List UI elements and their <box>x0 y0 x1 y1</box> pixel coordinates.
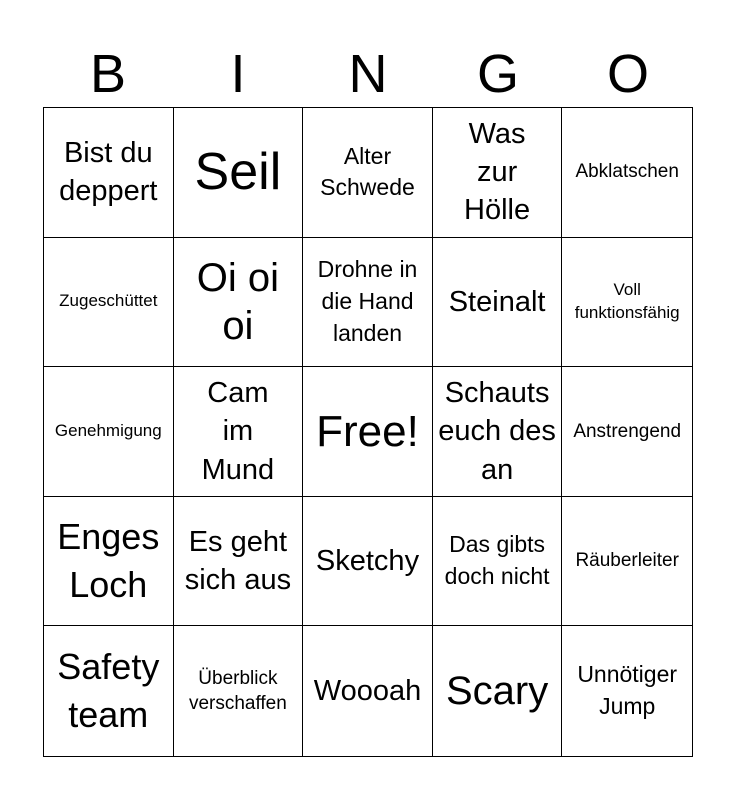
cell-text: Oi oi oi <box>196 255 280 348</box>
cell-text: Seil <box>194 142 282 201</box>
bingo-cell[interactable] <box>562 626 692 756</box>
header-letter-b: B <box>89 44 127 104</box>
bingo-board <box>43 107 693 757</box>
bingo-cell[interactable] <box>433 626 563 756</box>
header-letter-n: N <box>348 44 388 104</box>
bingo-cell-free[interactable] <box>303 367 433 497</box>
bingo-cell[interactable] <box>433 238 563 368</box>
cell-text: Sketchy <box>315 544 420 577</box>
bingo-cell[interactable] <box>433 497 563 627</box>
cell-text: Steinalt <box>448 285 546 318</box>
cell-text: Unnötiger Jump <box>577 661 678 720</box>
cell-text: Das gibts doch nicht <box>444 531 550 590</box>
bingo-cell[interactable] <box>174 367 304 497</box>
bingo-cell[interactable] <box>44 367 174 497</box>
bingo-cell[interactable] <box>174 497 304 627</box>
header-letter-o: O <box>606 44 649 104</box>
bingo-header <box>43 40 693 108</box>
bingo-cell[interactable] <box>562 367 692 497</box>
cell-text: Überblick verschaffen <box>188 667 287 715</box>
header-letter-g: G <box>476 44 519 104</box>
cell-text: Woooah <box>313 675 422 708</box>
cell-text: Zugeschüttet <box>59 291 158 311</box>
bingo-cell[interactable] <box>562 238 692 368</box>
cell-text: Enges Loch <box>57 515 160 606</box>
cell-text: Was zur Hölle <box>464 117 531 227</box>
bingo-cell[interactable] <box>44 238 174 368</box>
free-space-text: Free! <box>316 406 419 456</box>
cell-text: Genehmigung <box>54 421 162 441</box>
cell-text: Abklatschen <box>575 161 679 183</box>
bingo-cell[interactable] <box>303 108 433 238</box>
bingo-cell[interactable] <box>174 626 304 756</box>
bingo-cell[interactable] <box>433 108 563 238</box>
cell-text: Scary <box>445 669 549 714</box>
cell-text: Voll funktionsfähig <box>574 279 680 322</box>
bingo-cell[interactable] <box>174 238 304 368</box>
bingo-cell[interactable] <box>44 108 174 238</box>
bingo-cell[interactable] <box>433 367 563 497</box>
bingo-cell[interactable] <box>44 626 174 756</box>
bingo-cell[interactable] <box>303 497 433 627</box>
cell-text: Räuberleiter <box>575 550 679 572</box>
cell-text: Alter Schwede <box>320 142 415 201</box>
cell-text: Cam im Mund <box>201 377 275 486</box>
bingo-cell[interactable] <box>303 626 433 756</box>
bingo-cell[interactable] <box>562 108 692 238</box>
bingo-cell[interactable] <box>44 497 174 627</box>
header-letter-i: I <box>230 44 246 104</box>
bingo-cell[interactable] <box>174 108 304 238</box>
cell-text: Es geht sich aus <box>184 525 292 597</box>
cell-text: Schauts euch des an <box>438 377 556 486</box>
cell-text: Safety team <box>57 645 160 736</box>
bingo-cell[interactable] <box>562 497 692 627</box>
cell-text: Drohne in die Hand landen <box>317 256 418 346</box>
bingo-cell[interactable] <box>303 238 433 368</box>
cell-text: Anstrengend <box>573 420 682 442</box>
cell-text: Bist du deppert <box>59 137 158 208</box>
